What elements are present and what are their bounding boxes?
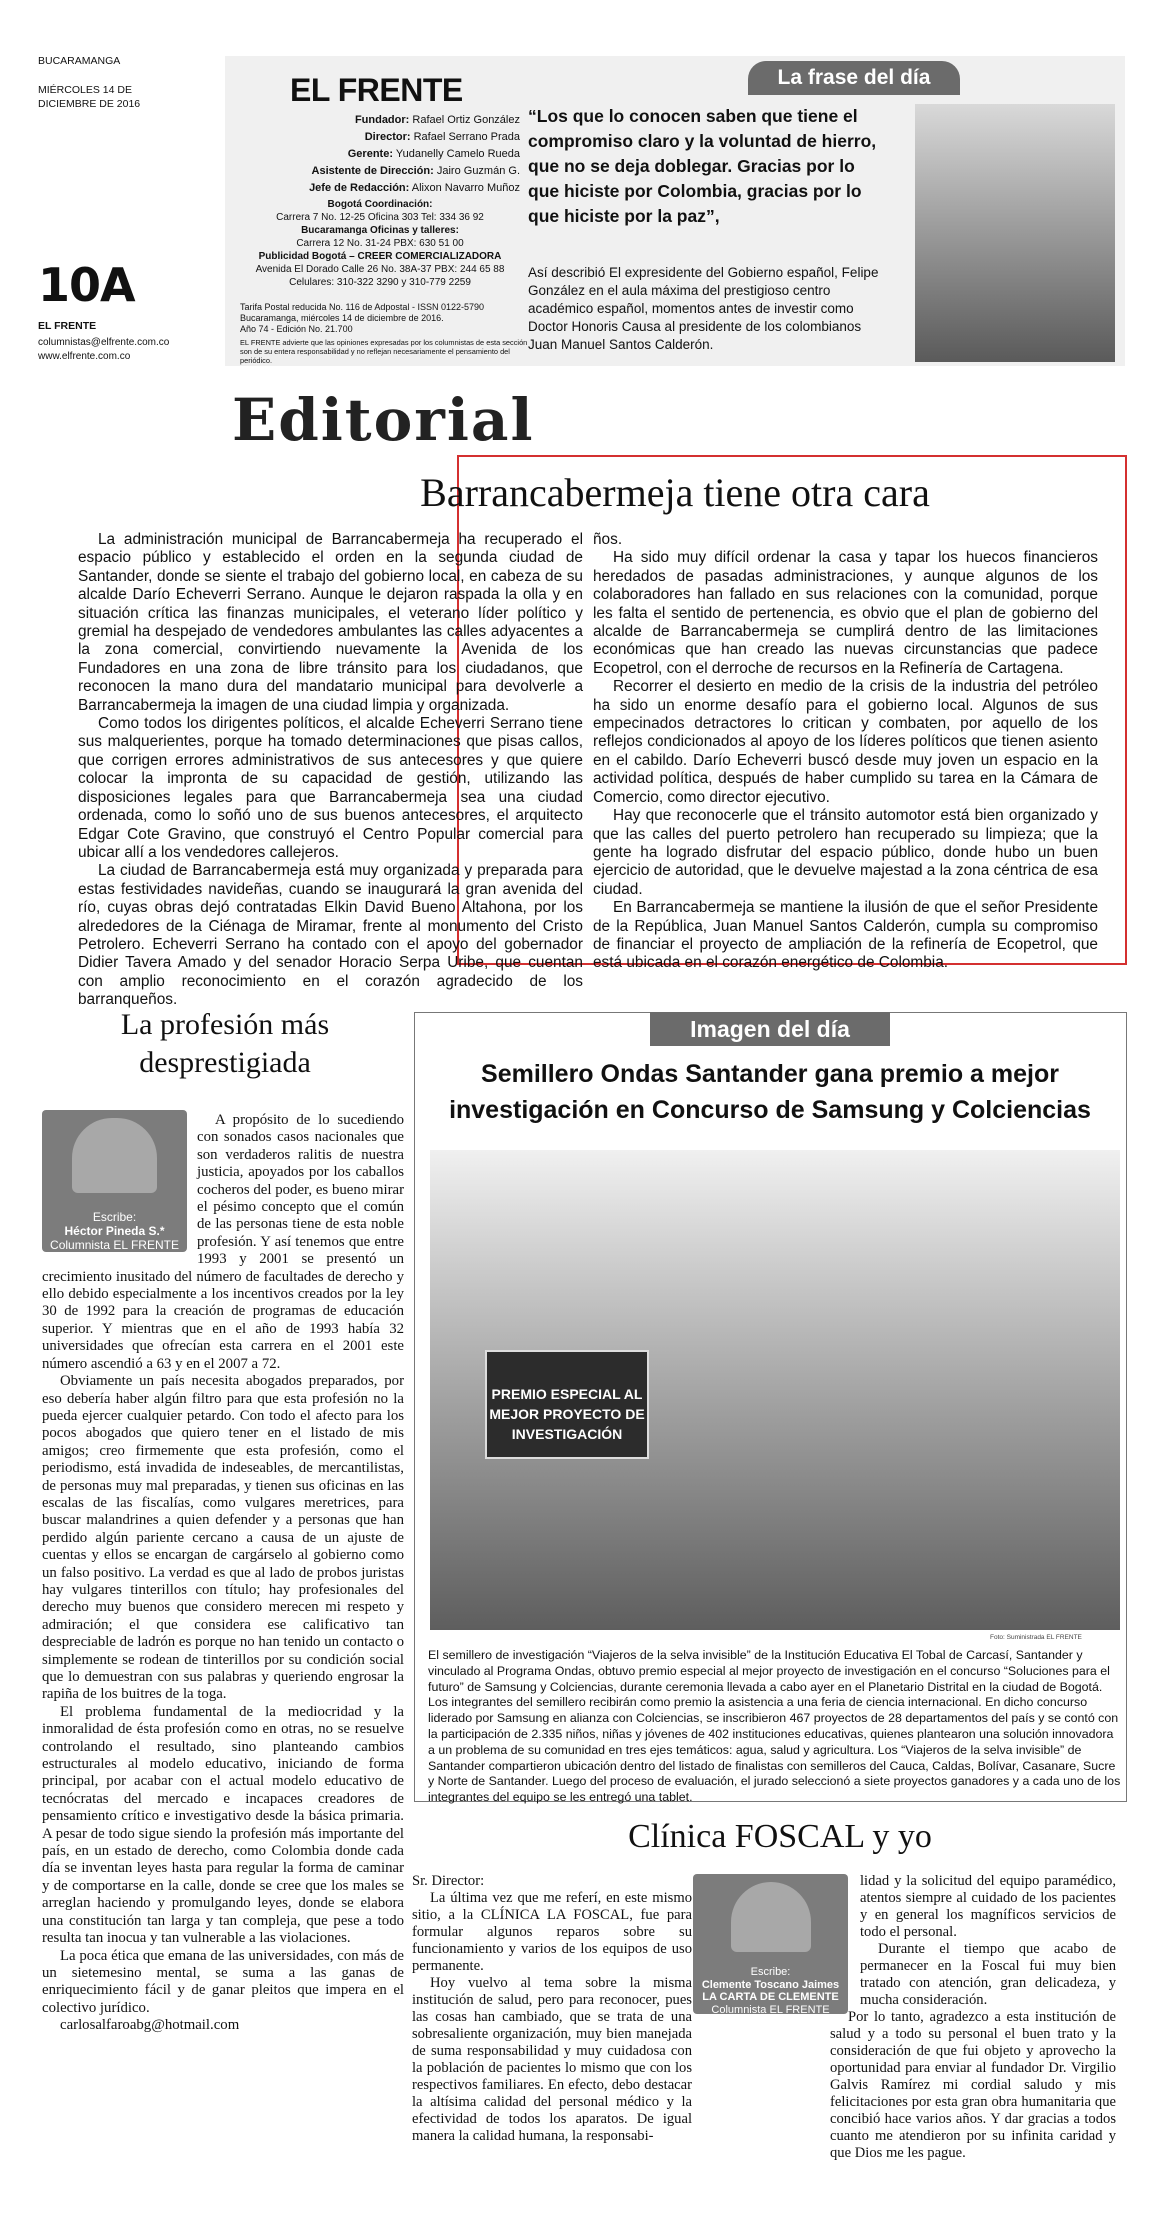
author-role: Columnista EL FRENTE [50,1238,179,1252]
award-photo [430,1150,1120,1630]
author-name: Héctor Pineda S.* [64,1224,165,1238]
staff-name: Jairo Guzmán G. [436,165,520,177]
staff-row [240,112,520,129]
office-detail: Avenida El Dorado Calle 26 No. 38A-37 PBX: 244 65 88 [255,264,505,275]
paragraph: La administración municipal de Barrancabermeja ha recuperado el espacio público y establecido el orden en la segunda ciudad de Santander, donde se siente el trabajo del gobierno local, en cabeza de su alcalde Darío Echeverri Serrano. Aunque le dejaron raspada la olla y en situación crítica las finanzas municipales, el veterano líder político y gremial ha despejado de vendedores ambulantes las calles adyacentes a la zona comercial, convirtiendo nuevamente la Avenida de los Fundadores en una zona de libre tránsito para los ciudadanos, que reconocen la mano dura del mandatario municipal para devolverle a Barrancabermeja la imagen de una ciudad limpia y organizada. [78,531,583,714]
staff-row [240,180,520,197]
office-detail: Celulares: 310-322 3290 y 310-779 2259 [289,277,471,288]
author-caption [693,1966,848,2016]
office-info [225,198,535,289]
frase-photo [915,104,1115,362]
paragraph: La última vez que me referí, en este mismo sitio, a la CLÍNICA LA FOSCAL, fue para formular algunos reparos sobre su funcionamiento y varios de los equipos de uso permanente. [412,1890,692,1974]
city-label: BUCARAMANGA [38,55,121,67]
paragraph: Ha sido muy difícil ordenar la casa y tapar los huecos financieros heredados de pasadas administraciones, y aunque algunos de los colaboradores han fallado en sus relaciones con la comunidad, porque les falta el sentido de pertenencia, es obvio que el plan de gobierno del alcalde de Barrancabermeja se cumplirá dentro de las limitaciones económicas que han creado las nuevas circunstancias que padece Ecopetrol, con el derroche de recursos en la Refinería de Cartagena. [593,549,1098,677]
column-headline: La profesión más desprestigiada [120,1008,330,1079]
letter-headline: Clínica FOSCAL y yo [628,1818,932,1855]
image-headline: Semillero Ondas Santander gana premio a mejor investigación en Concurso de Samsung y Colciencias [449,1060,1091,1124]
staff-row [240,129,520,146]
salutation: Sr. Director: [412,1873,485,1889]
paragraph: A propósito de lo sucediendo con sonados casos nacionales que son verdaderos ralitis de nuestra justicia, apoyados por los caballos cocheros del poder, es bueno mirar el pésimo concepto que el común de las personas tiene de esta noble profesión. Y así tenemos que entre 1993 y 2001 se presentó un crecimiento inusitado del número de facultades de derecho y ello debido especialmente a los incentivos creados por la ley 30 de 1992 para la creación de programas de educación superior. Y mientras que en el año de 1993 había 32 universidades que ofrecían esta carrera en el 2001 este número ascendió a 63 y en el 2007 a 72. [42,1112,404,1372]
paragraph: Recorrer el desierto en medio de la crisis de la industria del petróleo ha sido un enorme desafío para el gobierno local. Algunos de sus empecinados detractores lo critican y combaten, por aquello de los reflejos condicionados al apoyo de los líderes políticos que tienen asiento en el cabildo. Darío Echeverri buscó desde muy joven un espacio en la actividad política, después de haber cumplido su tarea en la Cámara de Comercio, como director ejecutivo. [593,678,1098,806]
paragraph: ños. [593,531,623,548]
office-title: Bogotá Coordinación: [327,199,433,210]
postal-info [240,302,530,335]
author-column: LA CARTA DE CLEMENTE [702,1991,839,2003]
contact-email[interactable]: columnistas@elfrente.com.co [38,337,170,348]
website-link[interactable]: www.elfrente.com.co [38,351,131,362]
staff-row [240,163,520,180]
office-title: Publicidad Bogotá – CREER COMERCIALIZADORA [258,251,502,262]
staff-role: Jefe de Redacción: [309,182,410,194]
editorial-column-2 [593,531,1098,973]
paragraph: Hoy vuelvo al tema sobre la misma institución de salud, pero para reconocer, pues las cosas han cambiado, que se trata de una sobresaliente organización, muy bien manejada de suma responsabilidad y muy cuidadosa con la población de pacientes lo mismo que con los respectivos familiares. En efecto, debo destacar la altísima calidad del personal médico y la efectividad de todos los aparatos. De igual manera la calidad humana, la responsabi- [412,1975,692,2144]
text-wrap-spacer [42,1112,197,1262]
author-label: Escribe: [750,1966,791,1978]
contact-block [38,336,169,364]
staff-name: Rafael Ortiz González [412,114,520,126]
staff-role: Asistente de Dirección: [311,165,434,177]
text-wrap-spacer [830,1873,860,2003]
issue-date: MIÉRCOLES 14 DE DICIEMBRE DE 2016 [38,84,141,110]
author-label: Escribe: [92,1210,137,1224]
paragraph: Hay que reconocerle que el tránsito automotor está bien organizado y que las calles del puerto petrolero han recuperado su limpieza; que la gente ha logrado disfrutar del espacio público, donde hubo un buen ejercicio de autoridad, que le devuelve majestad a la zona céntrica de esa ciudad. [593,807,1098,898]
staff-role: Director: [364,131,411,143]
office-title: Bucaramanga Oficinas y talleres: [301,225,459,236]
author-box [693,1874,848,2014]
staff-list [240,112,520,197]
staff-role: Fundador: [354,114,410,126]
staff-row [240,146,520,163]
section-title: Editorial [232,386,535,454]
frase-quote: “Los que lo conocen saben que tiene el compromiso claro y la voluntad de hierro, que no se deja doblegar. Gracias por lo que hiciste por Colombia, gracias por lo que hiciste por la paz”, [528,106,877,226]
frase-del-dia-label: La frase del día [748,61,960,95]
imagen-del-dia-label: Imagen del día [650,1012,890,1046]
award-banner-text: PREMIO ESPECIAL AL MEJOR PROYECTO DE INVESTIGACIÓN [489,1386,645,1442]
paragraph: La poca ética que emana de las universidades, con más de un sietemesino mental, se suma a las ganas de enriquecimiento fácil y de ganar pleitos que impera en el colectivo jurídico. [42,1947,404,2016]
paragraph: Como todos los dirigentes políticos, el alcalde Echeverri Serrano tiene sus malquerientes, porque ha tomado determinaciones que pisas callos, que corrigen errores administrativos de sus antecesores y que quiere colocar la impronta de su capacidad de gestión, utilizando las disposiciones legales para que Barrancabermeja sea una ciudad ordenada, como lo soñó uno de sus buenos antecesores, el arquitecto Edgar Cote Gravino, que construyó el Centro Popular comercial para ubicar allí a los vendedores callejeros. [78,715,583,861]
staff-role: Gerente: [347,148,393,160]
paragraph: Obviamente un país necesita abogados preparados, por eso debería haber algún filtro para que esta profesión no la pueda ejercer cualquier petardo. Con todo el afecto para los pocos abogados que quiero tener en el listado de mis amigos; creo firmemente que esta profesión, como el periodismo, está invadida de indeseables, de mercantilistas, de personas muy mal preparadas, y tienen sus oficinas en las escalas de las fiscalías, como vulgares meretrices, para buscar malandrines a quien defender y a personas que han perdido algún pariente cercano a causa de un ajuste de cuentas y ellos se encargan de cargárselo al gobierno como un falso positivo. La verdad es que al lado de probos juristas hay vulgares tinterillos con título; hay profesionales del derecho muy buenos que considero merecen mi respeto y admiración; el que considera ese calificativo tan despreciable de ladrón es porque no han tenido un contacto o simplemente se rodean de tinterillos por su condición social que lo demuestran con sus palabras y queriendo engrosar la rapiña de los buitres de la toga. [42,1373,404,1703]
paragraph: El problema fundamental de la mediocridad y la inmoralidad de ésta profesión como en otras, no se resuelve controlando el resultado, sino planteando cambios estructurales al modelo educativo, iniciando de forma principal, por acabar con el actual modelo educativo de tecnócratas del mercado e incapaces creadores de pensamiento crítico e investigativo desde la básica primaria. A pesar de todo sigue siendo la profesión más importante del país, en un estado de derecho, como Colombia donde cada día se inventan leyes hasta para regular la forma de caminar y de comportarse en la calle, donde se cree que los males se arreglan haciendo y promulgando leyes, donde se elabora una constitución tan larga y tan compleja, que pese a todo resulta tan inocua y tan vulnerable a las violaciones. [42,1703,404,1947]
paragraph: La ciudad de Barrancabermeja está muy organizada y preparada para estas festividades navideñas, cuando se inaugurará la gran avenida del río, cuyas obras dejó contratadas Elkin David Bueno Altahona, por los alrededores de la Ciénaga de Miramar, frente al monumento del Cristo Petrolero. Echeverri Serrano ha contado con el apoyo del gobernador Didier Tavera Amado y del senador Horacio Serpa Uribe, que cuentan con amplio reconocimiento en el corazón agradecido de los barranqueños. [78,862,583,1009]
author-role: Columnista EL FRENTE [711,2003,830,2016]
paper-name: EL FRENTE [290,72,463,108]
frase-caption: Así describió El expresidente del Gobierno español, Felipe González en el aula máxima del prestigioso centro académico español, momentos antes de investir como Doctor Honoris Causa al presidente de los colombianos Juan Manuel Santos Calderón. [528,265,879,352]
fine-line: Año 74 - Edición No. 21.700 [240,324,353,334]
paragraph: En Barrancabermeja se mantiene la ilusión de que el señor Presidente de la República, Juan Manuel Santos Calderón, cumpla su compromiso de financiar el proyecto de ampliación de la refinería de Ecopetrol, que está ubicada en el corazón energético de Colombia. [593,899,1098,972]
staff-name: Rafael Serrano Prada [413,131,520,143]
fine-line: Bucaramanga, miércoles 14 de diciembre de 2016. [240,313,444,323]
image-caption: El semillero de investigación “Viajeros de la selva invisible” de la Institución Educativa El Tobal de Carcasí, Santander y vinculado al Programa Ondas, obtuvo premio especial al mejor proyecto de investigación en el concurso “Soluciones para el futuro” de Samsung y Colciencias, durante ceremonia llevada a cabo ayer en el Planetario Distrital en la ciudad de Bogotá. Los integrantes del semillero recibirán como premio la asistencia a una feria de ciencia internacional. En dicho concurso liderado por Samsung en alianza con Colciencias, se inscribieron 467 proyectos de 28 departamentos del país y se contó con la participación de 2.335 niños, niñas y jóvenes de 402 instituciones educativas, quienes plantearon una solución innovadora a un problema de su comunidad en tres ejes temáticos: agua, salud y agricultura. Los “Viajeros de la selva invisible” de Santander compartieron ubicación dentro del listado de finalistas con semilleros del Cauca, Caldas, Bolívar, Casanare, Sucre y Norte de Santander. Luego del proceso de evaluación, el jurado seleccionó a siete proyectos ganadores y a cada uno de los integrantes del equipo se les entregó una tablet. [428,1648,1121,1805]
letter-column-1 [412,1873,692,2145]
paragraph: lidad y la solicitud del equipo paramédico, atentos siempre al cuidado de los pacientes y en general los magníficos servicios de todo el personal. [860,1873,1116,1940]
staff-name: Yudanelly Camelo Rueda [395,148,520,160]
staff-name: Alixon Navarro Muñoz [411,182,520,194]
paragraph: Por lo tanto, agradezco a esta institución de salud y a todo su personal el buen trato y la consideración de que fui objeto y aprovecho la oportunidad para enviar al fundador Dr. Virgilio Galvis Ramírez mi cordial saludo y mis felicitaciones por esta gran obra humanitaria que concibió hace varios años. Y dar gracias a todos cuanto me atendieron por su infinita caridad y que Dios me les pague. [830,2009,1116,2161]
editorial-headline: Barrancabermeja tiene otra cara [420,470,930,515]
office-detail: Carrera 7 No. 12-25 Oficina 303 Tel: 334 36 92 [276,212,484,223]
award-banner [485,1350,649,1459]
paragraph: Durante el tiempo que acabo de permanecer en la Foscal fui muy bien tratado con atención, gran delicadeza, y mucha consideración. [860,1941,1116,2008]
letter-column-2 [830,1873,1116,2162]
editorial-column-1 [78,531,583,1009]
avatar [731,1882,811,1952]
paper-name-small: EL FRENTE [38,320,97,332]
column-body [42,1112,404,2035]
disclaimer: EL FRENTE advierte que las opiniones expresadas por los columnistas de esta sección son de su entera responsabilidad y no reflejan necesariamente el pensamiento del periódico. [240,338,528,365]
author-email[interactable]: carlosalfaroabg@hotmail.com [60,2017,240,2034]
photo-credit: Foto: Suministrada EL FRENTE [990,1634,1082,1641]
author-name: Clemente Toscano Jaimes [701,1978,840,1991]
office-detail: Carrera 12 No. 31-24 PBX: 630 51 00 [296,238,464,249]
page-number: 10A [38,258,135,312]
fine-line: Tarifa Postal reducida No. 116 de Adpostal - ISSN 0122-5790 [240,302,484,312]
